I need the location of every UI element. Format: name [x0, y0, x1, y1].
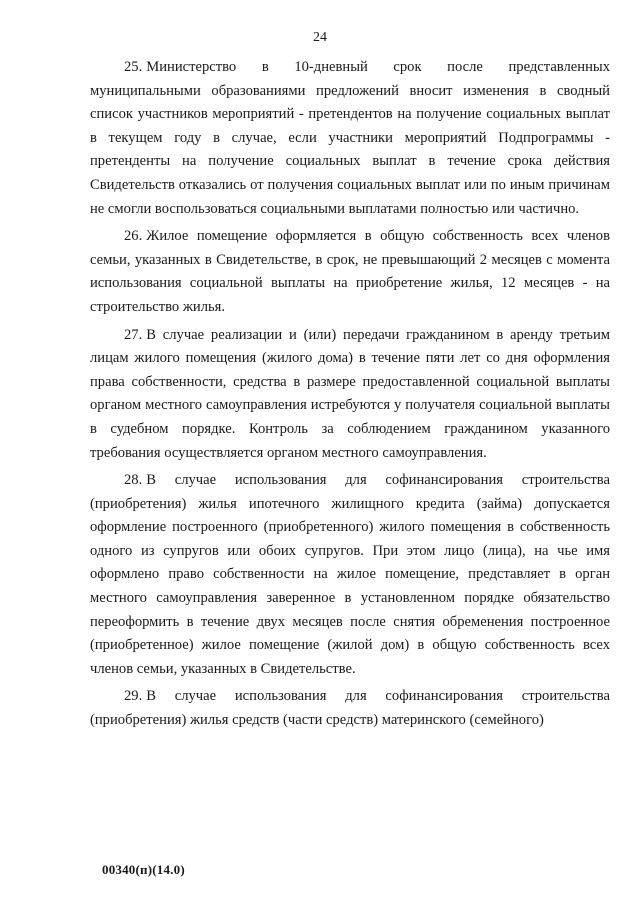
paragraph-text: В случае использования для софинансирования строительства (приобретения) жилья средств (части средств) материнского (семейного)	[90, 688, 610, 729]
paragraph-26	[90, 225, 610, 319]
paragraph-text: В случае реализации и (или) передачи гражданином в аренду третьим лицам жилого помещения (жилого дома) в течение пяти лет со дня оформления права собственности, средства в размере предоставленной социальной выплаты органом местного самоуправления истребуются у получателя социальной выплаты в судебном порядке. Контроль за соблюдением гражданином указанного требования осуществляется органом местного самоуправления.	[90, 326, 610, 461]
paragraph-number: 26.	[124, 228, 143, 245]
paragraph-number: 25.	[124, 59, 143, 75]
paragraph-text: Министерство в 10-дневный срок после представленных муниципальными образованиями предложений вносит изменения в сводный список участников мероприятий - претендентов на получение социальных выплат в текущем году в случае, если участники мероприятий Подпрограммы - претенденты на получение социальных выплат в течение срока действия Свидетельств отказались от получения социальных выплат или по иным причинам не смогли воспользоваться социальными выплатами полностью или частично.	[90, 59, 610, 217]
paragraph-27	[90, 324, 610, 466]
paragraph-number: 27.	[124, 326, 143, 343]
document-code: 00340(п)(14.0)	[102, 862, 185, 877]
paragraph-25	[90, 56, 610, 221]
paragraph-29	[90, 685, 610, 732]
paragraph-number: 28.	[124, 472, 143, 489]
paragraph-number: 29.	[124, 688, 143, 705]
paragraph-28	[90, 469, 610, 681]
paragraph-text: Жилое помещение оформляется в общую собственность всех членов семьи, указанных в Свидетельстве, в срок, не превышающий 2 месяцев с момента использования социальной выплаты на приобретение жилья, 12 месяцев - на строительство жилья.	[90, 228, 610, 315]
document-body	[90, 56, 610, 737]
page-number: 24	[313, 30, 327, 45]
paragraph-text: В случае использования для софинансирования строительства (приобретения) жилья ипотечного жилищного кредита (займа) допускается оформление построенного (приобретенного) жилого помещения в собственность одного из супругов или обоих супругов. При этом лицо (лица), на чье имя оформлено право собственности на жилое помещение, представляет в орган местного самоуправления заверенное в установленном порядке обязательство переоформить в течение двух месяцев после снятия обременения построенное (приобретенное) жилое помещение (жилой дом) в общую собственность всех членов семьи, указанных в Свидетельстве.	[90, 472, 610, 677]
